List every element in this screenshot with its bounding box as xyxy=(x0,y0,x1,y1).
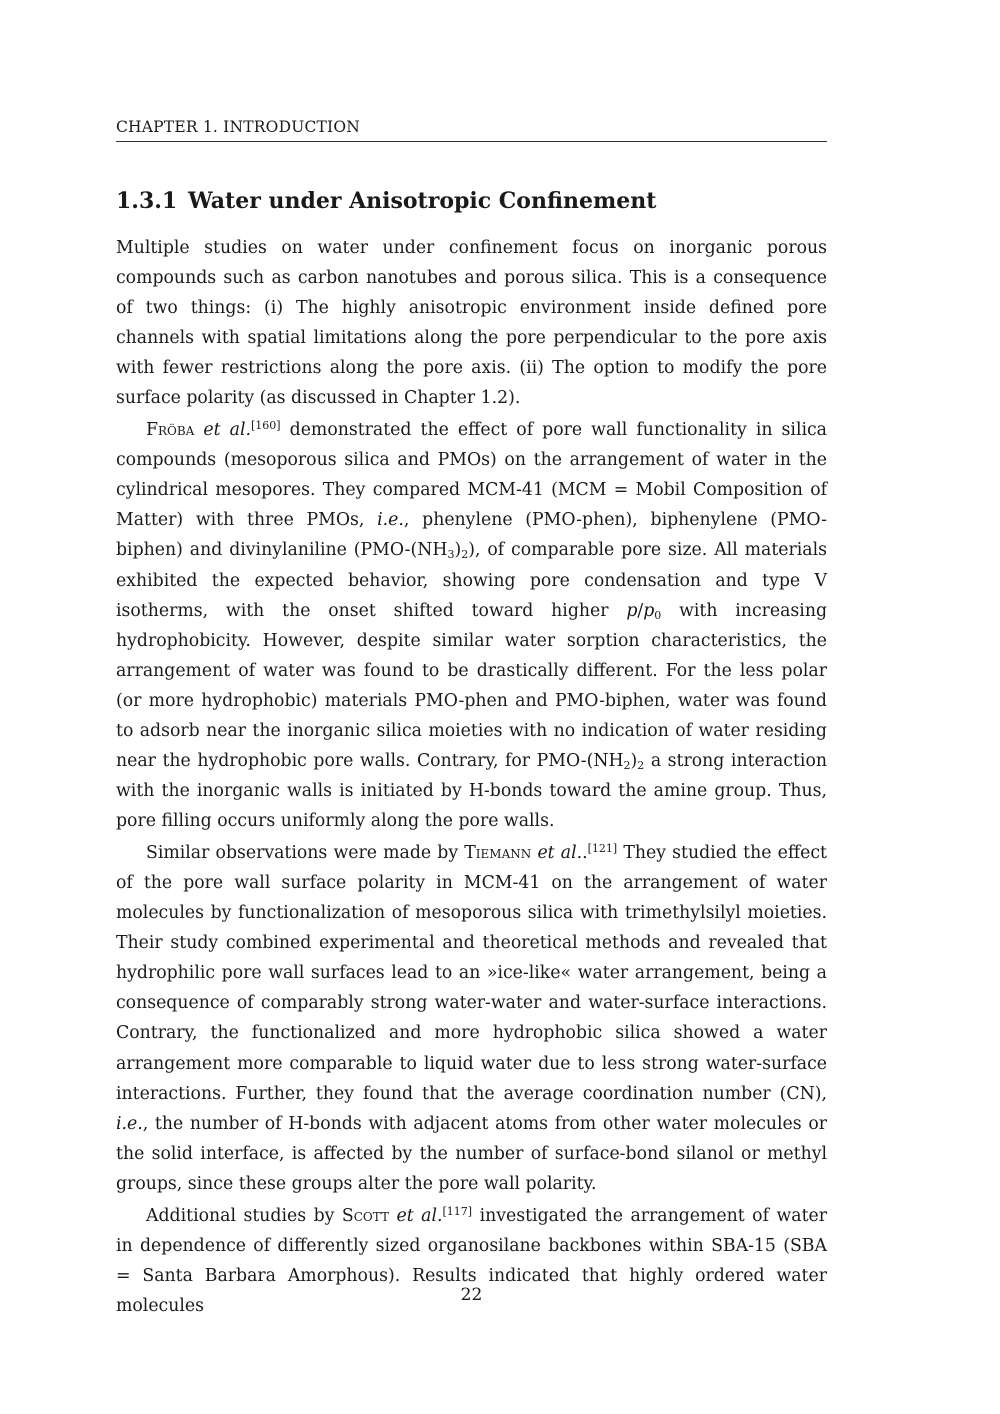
author-scott: Scott xyxy=(341,1205,389,1226)
text-run: , phenylene (PMO-phen), biphenylene (PMO-biphen) and divinylaniline (PMO-(NH xyxy=(116,510,827,561)
text-run: ) xyxy=(630,751,638,772)
math-p: p xyxy=(626,600,638,621)
ie-abbrev: i.e. xyxy=(377,510,404,531)
text-run: a strong interaction with the inorganic walls is initiated by H-bonds toward the amine group. Thus, pore filling occurs uniformly along the pore walls. xyxy=(116,751,827,832)
subscript: 2 xyxy=(461,548,469,562)
text-run: Similar observations were made by xyxy=(146,842,465,863)
text-run: with increasing hydrophobicity. However, despite similar water sorption characteristics, the arrangement of water was found to be drastically different. For the less polar (or more hydrophobic) materials PMO-phen and PMO-biphen, water was found to adsorb near the inorganic silica moieties with no indication of water residing near the hydrophobic pore walls. Contrary, for PMO-(NH xyxy=(116,600,828,772)
et-al: et al. xyxy=(203,420,251,441)
paragraph-2 xyxy=(116,415,827,836)
text-run: investigated the arrangement of water in dependence of differently sized organosilane backbones within SBA-15 (SBA = Santa Barbara Amorphous). Results indicated that highly ordered water molecules xyxy=(116,1205,828,1316)
ie-abbrev: i.e. xyxy=(116,1113,143,1134)
et-al: et al. xyxy=(537,842,583,863)
page-number: 22 xyxy=(460,1285,483,1305)
author-froeba: Fröba xyxy=(146,420,195,441)
citation-117: [117] xyxy=(442,1204,473,1218)
text-run: demonstrated the effect of pore wall functionality in silica compounds (mesoporous silica and PMOs) on the arrangement of water in the cylindrical mesopores. They compared MCM-41 (MCM = Mobil Composition of Matter) with three PMOs, xyxy=(116,420,827,531)
math-slash: / xyxy=(637,600,644,621)
body-text xyxy=(116,233,827,1322)
subscript: 0 xyxy=(654,608,662,622)
running-header-title: CHAPTER 1. INTRODUCTION xyxy=(116,118,361,136)
math-p: p xyxy=(643,600,655,621)
subscript: 2 xyxy=(623,759,631,773)
section-heading xyxy=(116,188,827,214)
text-run: ), of comparable pore size. All materials exhibited the expected behavior, showing pore condensation and type V isotherms, with the onset shifted toward higher xyxy=(116,540,827,621)
section-number: 1.3.1 xyxy=(116,188,178,214)
text-run: , the number of H-bonds with adjacent atoms from other water molecules or the solid interface, is affected by the number of surface-bond silanol or methyl groups, since these groups alter the pore wall polarity. xyxy=(116,1113,827,1194)
et-al: et al. xyxy=(396,1205,443,1226)
text-run: ) xyxy=(454,540,462,561)
paragraph-1 xyxy=(116,233,827,414)
citation-121: [121] xyxy=(587,841,618,855)
author-tiemann: Tiemann xyxy=(464,842,532,863)
citation-160: [160] xyxy=(250,419,281,433)
text-run: They studied the effect of the pore wall surface polarity in MCM-41 on the arrangement of water molecules by functionalization of mesoporous silica with trimethylsilyl moieties. Their study combined experimental and theoretical methods and revealed that hydrophilic pore wall surfaces lead to an »ice-like« water arrangement, being a consequence of comparably strong water-water and water-surface interactions. Contrary, the functionalized and more hydrophobic silica showed a water arrangement more comparable to liquid water due to less strong water-surface interactions. Further, they found that the average coordination number (CN), xyxy=(116,842,827,1104)
running-header xyxy=(116,118,827,142)
paragraph-1-text: Multiple studies on water under confinement focus on inorganic porous compounds such as carbon nanotubes and porous silica. This is a consequence of two things: (i) The highly anisotropic environment inside defined pore channels with spatial limitations along the pore perpendicular to the pore axis with fewer restrictions along the pore axis. (ii) The option to modify the pore surface polarity (as discussed in Chapter 1.2). xyxy=(116,238,827,409)
subscript: 3 xyxy=(447,548,455,562)
section-title: Water under Anisotropic Confinement xyxy=(188,188,657,214)
subscript: 2 xyxy=(637,759,645,773)
text-run: Additional studies by xyxy=(146,1205,342,1226)
period: . xyxy=(582,842,588,863)
paragraph-3 xyxy=(116,838,827,1199)
